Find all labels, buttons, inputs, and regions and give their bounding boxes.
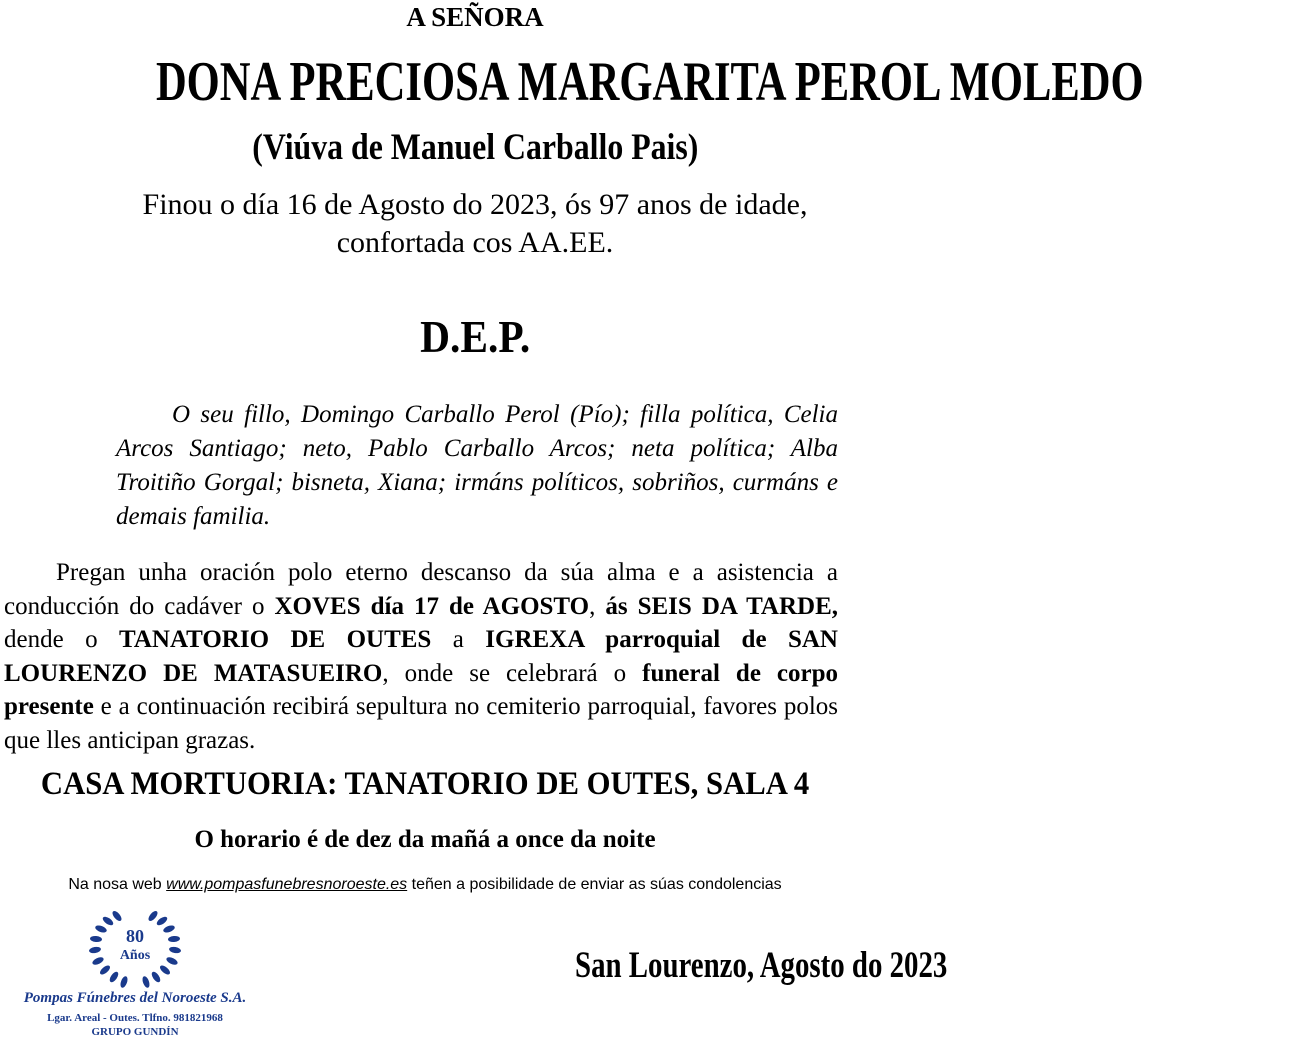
- web-prefix: Na nosa web: [68, 876, 167, 893]
- casa-mortuoria-text: CASA MORTUORIA: TANATORIO DE OUTES, SALA 4: [40, 766, 810, 802]
- deceased-name: [0, 50, 1144, 114]
- prayer-text-4: a: [431, 626, 486, 653]
- prayer-paragraph: [4, 556, 838, 757]
- procession-date: XOVES día 17 de AGOSTO: [274, 592, 590, 620]
- dep-heading: [0, 310, 950, 363]
- prayer-text-6: e a continuación recibirá sepultura no cemiterio parroquial, favores polos que lles anticipan grazas.: [4, 693, 838, 754]
- origin-place: TANATORIO DE OUTES: [119, 626, 432, 653]
- funeral-home-logo: [0, 904, 270, 1040]
- logo-anniversary-label: Años: [119, 948, 151, 963]
- logo-anniversary-number: 80: [126, 926, 144, 946]
- logo-address: Lgar. Areal - Outes. Tlfno. 981821968: [47, 1012, 223, 1024]
- prayer-text-2: ,: [589, 592, 606, 620]
- prayer-text-1: Pregan unha oración polo eterno descanso da súa alma e a asistencia a conducción do cadáver o: [4, 559, 838, 620]
- church-name: IGREXA parroquial de SAN LOURENZO DE MATASUEIRO: [4, 626, 838, 687]
- web-suffix: teñen a posibilidade de enviar as súas condolencias: [407, 876, 782, 893]
- place-date-text: San Lourenzo, Agosto do 2023: [575, 945, 948, 986]
- condolences-line: [0, 876, 850, 894]
- family-text: O seu fillo, Domingo Carballo Perol (Pío); filla política, Celia Arcos Santiago; neto, Pablo Carballo Arcos; neta política; Alba Troitiño Gorgal; bisneta, Xiana; irmáns políticos, sobriños, curmáns e demais familia.: [116, 401, 838, 530]
- funeral-type: funeral de corpo presente: [4, 659, 839, 720]
- place-date: [470, 944, 948, 987]
- prayer-text-3: dende o: [4, 626, 120, 653]
- family-paragraph: [116, 398, 838, 534]
- widow-line-text: (Viúva de Manuel Carballo Pais): [251, 127, 699, 168]
- deceased-name-text: DONA PRECIOSA MARGARITA PEROL MOLEDO: [155, 51, 1144, 113]
- prayer-text-5: , onde se celebrará o: [382, 659, 643, 687]
- procession-time: ás SEIS DA TARDE,: [605, 592, 839, 620]
- dep-text: D.E.P.: [419, 311, 531, 362]
- website-link[interactable]: www.pompasfunebresnoroeste.es: [166, 876, 408, 893]
- logo-group: GRUPO GUNDÍN: [91, 1026, 179, 1038]
- logo-company-name: Pompas Fúnebres del Noroeste S.A.: [23, 990, 247, 1006]
- visiting-hours: O horario é de dez da mañá a once da noite: [194, 826, 656, 853]
- widow-line: [0, 126, 950, 169]
- casa-mortuoria: [0, 766, 850, 803]
- honorific: A SEÑORA: [406, 2, 544, 32]
- death-date-line: Finou o día 16 de Agosto do 2023, ós 97 anos de idade,: [142, 188, 808, 221]
- sacraments-line: confortada cos AA.EE.: [336, 226, 614, 259]
